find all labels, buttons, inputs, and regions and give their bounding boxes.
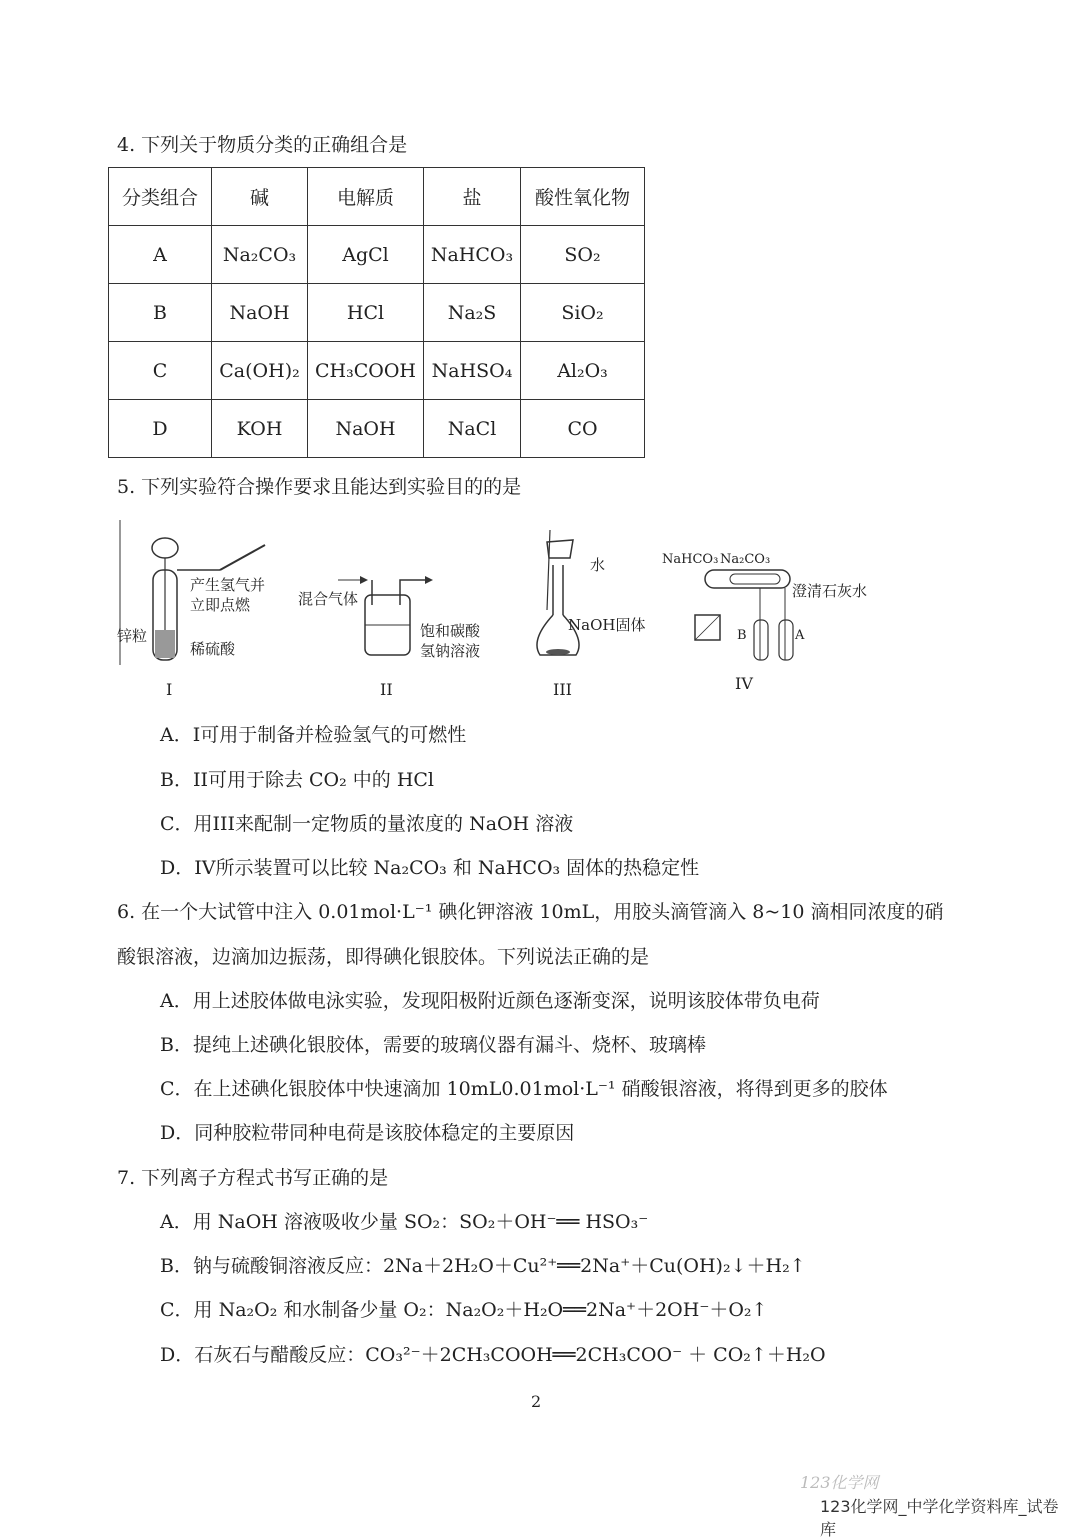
table-cell: Na₂S xyxy=(424,284,521,342)
table-cell: HCl xyxy=(308,284,424,342)
q5-option-c: C．用III来配制一定物质的量浓度的 NaOH 溶液 xyxy=(160,813,574,835)
q7-option-a: A．用 NaOH 溶液吸收少量 SO₂：SO₂＋OH⁻══ HSO₃⁻ xyxy=(160,1211,649,1233)
table-cell: SiO₂ xyxy=(521,284,645,342)
table-row xyxy=(109,226,645,284)
apparatus-ii-sol1: 饱和碳酸 xyxy=(420,622,481,640)
apparatus-ii-gas: 混合气体 xyxy=(298,590,359,608)
table-cell: B xyxy=(109,284,212,342)
q5-option-d: D．IV所示装置可以比较 Na₂CO₃ 和 NaHCO₃ 固体的热稳定性 xyxy=(160,857,700,879)
q6-option-b: B．提纯上述碘化银胶体，需要的玻璃仪器有漏斗、烧杯、玻璃棒 xyxy=(160,1034,706,1056)
watermark-logo: 123化学网 xyxy=(800,1473,879,1492)
q7-option-c: C．用 Na₂O₂ 和水制备少量 O₂：Na₂O₂＋H₂O══2Na⁺＋2OH⁻＋O₂↑ xyxy=(160,1299,768,1321)
table-cell: Na₂CO₃ xyxy=(212,226,308,284)
q5-stem: 5. 下列实验符合操作要求且能达到实验目的的是 xyxy=(117,476,522,498)
watermark-text: 123化学网_中学化学资料库_试卷库 xyxy=(820,1497,1059,1539)
q7-option-b: B．钠与硫酸铜溶液反应：2Na＋2H₂O＋Cu²⁺══2Na⁺＋Cu(OH)₂↓＋H₂↑ xyxy=(160,1255,806,1277)
apparatus-iii-water: 水 xyxy=(590,556,606,574)
apparatus-iv-drawing xyxy=(690,560,810,665)
apparatus-ii-sol2: 氢钠溶液 xyxy=(420,642,481,660)
table-header: 酸性氧化物 xyxy=(521,168,645,226)
apparatus-iv-b: B xyxy=(737,628,747,643)
table-cell: CO xyxy=(521,400,645,458)
q7-stem: 7. 下列离子方程式书写正确的是 xyxy=(117,1167,389,1189)
table-header-row xyxy=(109,168,645,226)
apparatus-i-label: I xyxy=(166,680,173,699)
table-cell: SO₂ xyxy=(521,226,645,284)
q6-option-a: A．用上述胶体做电泳实验，发现阳极附近颜色逐渐变深，说明该胶体带负电荷 xyxy=(160,990,820,1012)
q4-stem: 4. 下列关于物质分类的正确组合是 xyxy=(117,134,408,156)
table-header: 分类组合 xyxy=(109,168,212,226)
table-header: 盐 xyxy=(424,168,521,226)
table-cell: Al₂O₃ xyxy=(521,342,645,400)
table-cell: NaOH xyxy=(308,400,424,458)
apparatus-iv-na2co3: Na₂CO₃ xyxy=(720,552,771,567)
table-row xyxy=(109,400,645,458)
apparatus-i-zinc: 锌粒 xyxy=(117,627,148,645)
q6-stem-line2: 酸银溶液，边滴加边振荡，即得碘化银胶体。下列说法正确的是 xyxy=(117,946,650,968)
table-cell: KOH xyxy=(212,400,308,458)
table-row xyxy=(109,284,645,342)
table-cell: NaHSO₄ xyxy=(424,342,521,400)
apparatus-iv-a: A xyxy=(795,628,805,643)
apparatus-i-text1: 产生氢气并 xyxy=(190,576,266,594)
table-cell: D xyxy=(109,400,212,458)
table-cell: NaHCO₃ xyxy=(424,226,521,284)
table-cell: Ca(OH)₂ xyxy=(212,342,308,400)
table-cell: AgCl xyxy=(308,226,424,284)
apparatus-iii-label: III xyxy=(553,680,572,699)
apparatus-iv-label: IV xyxy=(735,674,753,693)
apparatus-iii-solid: NaOH固体 xyxy=(568,616,646,634)
page-number: 2 xyxy=(531,1392,542,1411)
table-cell: CH₃COOH xyxy=(308,342,424,400)
apparatus-ii-label: II xyxy=(380,680,393,699)
q5-option-a: A．I可用于制备并检验氢气的可燃性 xyxy=(160,724,467,746)
q6-stem-line1: 6. 在一个大试管中注入 0.01mol·L⁻¹ 碘化钾溶液 10mL，用胶头滴管滴入 8~10 滴相同浓度的硝 xyxy=(117,901,944,923)
apparatus-iv-nahco3: NaHCO₃ xyxy=(662,552,719,567)
table-header: 电解质 xyxy=(308,168,424,226)
table-cell: A xyxy=(109,226,212,284)
table-header: 碱 xyxy=(212,168,308,226)
table-row xyxy=(109,342,645,400)
table-cell: NaCl xyxy=(424,400,521,458)
table-cell: NaOH xyxy=(212,284,308,342)
q6-option-d: D．同种胶粒带同种电荷是该胶体稳定的主要原因 xyxy=(160,1122,575,1144)
apparatus-i-text2: 立即点燃 xyxy=(190,596,251,614)
q7-option-d: D．石灰石与醋酸反应：CO₃²⁻＋2CH₃COOH══2CH₃COO⁻ ＋ CO₂↑＋H₂O xyxy=(160,1344,826,1366)
table-cell: C xyxy=(109,342,212,400)
q6-option-c: C．在上述碘化银胶体中快速滴加 10mL0.01mol·L⁻¹ 硝酸银溶液，将得到更多的胶体 xyxy=(160,1078,888,1100)
apparatus-iv-lime: 澄清石灰水 xyxy=(792,582,868,600)
apparatus-iii-drawing xyxy=(525,530,595,665)
apparatus-i-acid: 稀硫酸 xyxy=(190,640,236,658)
q5-option-b: B．II可用于除去 CO₂ 中的 HCl xyxy=(160,769,435,791)
classification-table xyxy=(108,167,645,458)
